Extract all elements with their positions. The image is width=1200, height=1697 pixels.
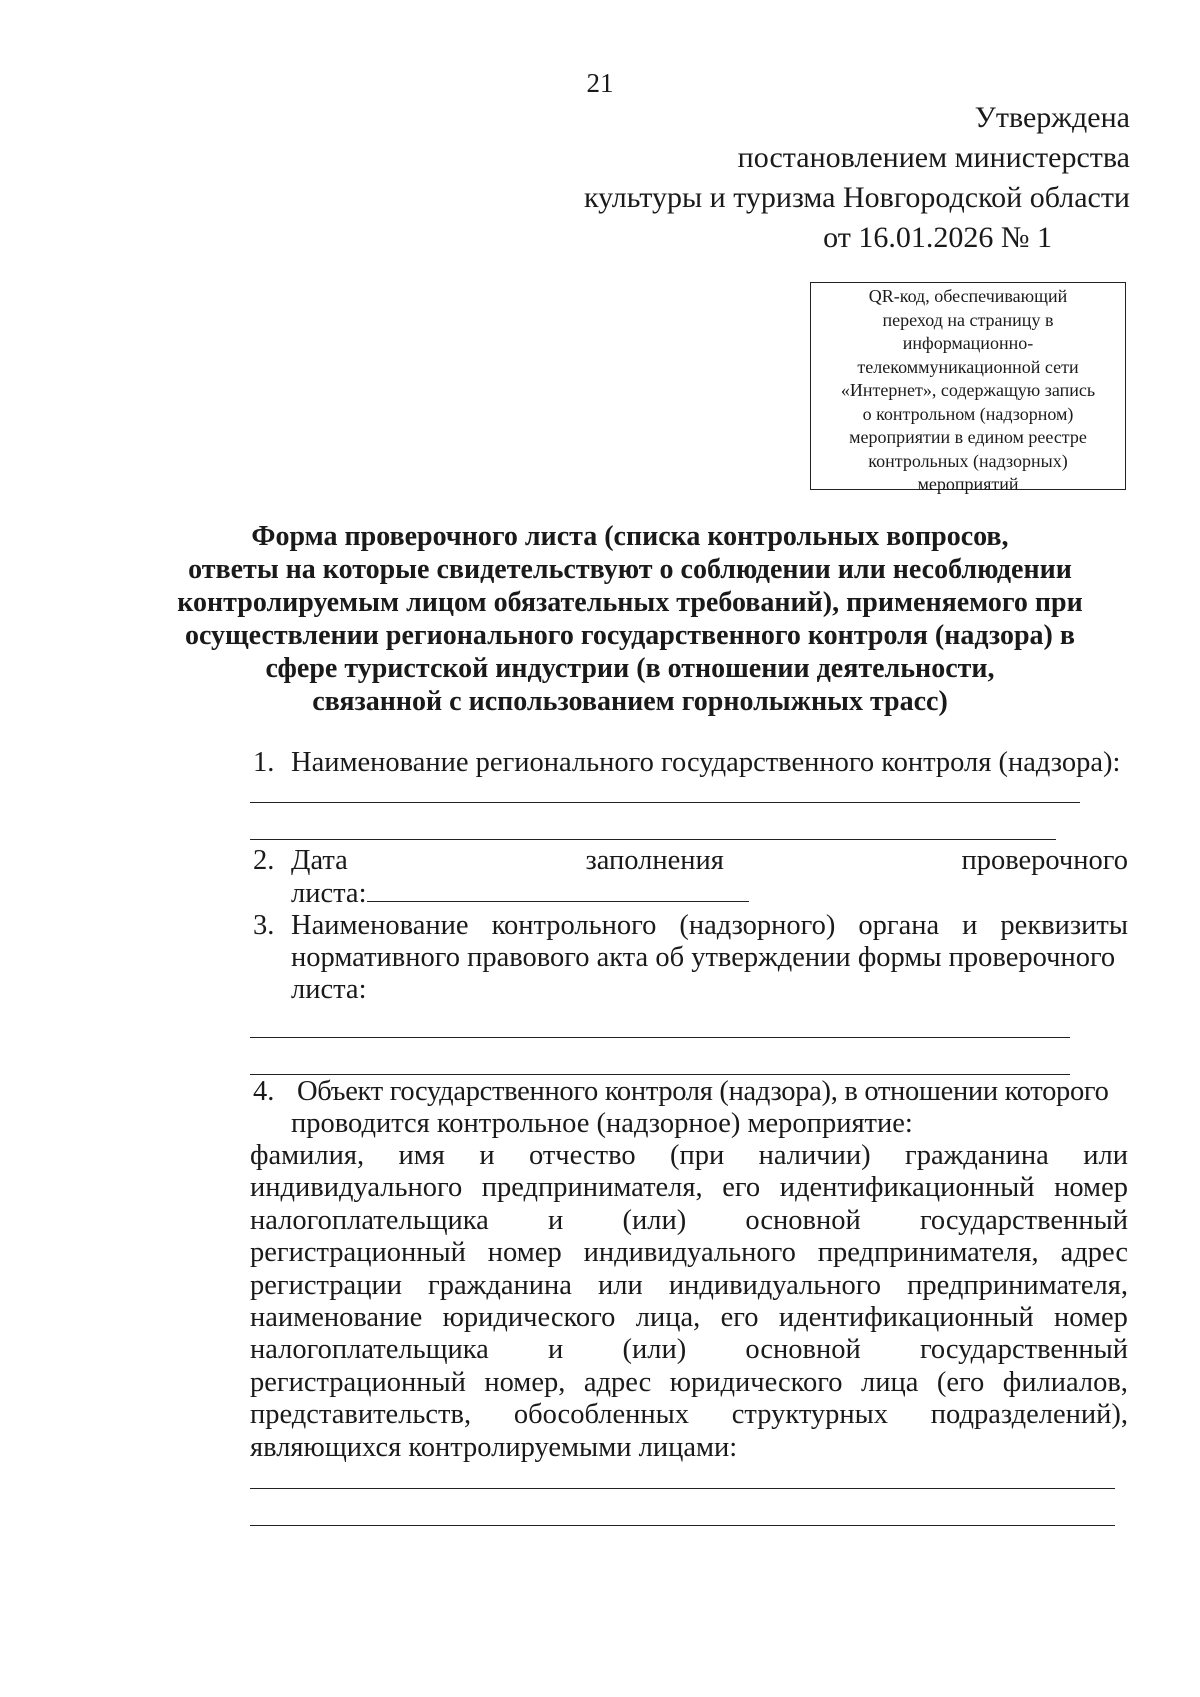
body-word: идентификационный xyxy=(778,1302,1034,1334)
item-3-word: контрольного xyxy=(491,910,657,941)
body-word: идентификационный xyxy=(779,1172,1035,1204)
body-word: подразделений), xyxy=(930,1399,1128,1431)
item-1-text: Наименование регионального государственного контроля (надзора): xyxy=(291,747,1121,778)
body-word: основной xyxy=(745,1204,861,1236)
body-word: представительств, xyxy=(250,1399,472,1431)
item-1 xyxy=(253,747,1133,779)
qr-box-line: информационно- xyxy=(902,333,1034,353)
approval-line-2: постановлением министерства xyxy=(737,141,1130,174)
body-word: регистрации xyxy=(250,1269,402,1301)
qr-box-line: переход на страницу в xyxy=(882,309,1054,330)
body-word: отчество xyxy=(528,1140,636,1171)
form-title xyxy=(150,520,1110,718)
item-2-word: Дата xyxy=(291,845,348,876)
item-4-number: 4. xyxy=(253,1076,275,1107)
body-line xyxy=(250,1172,1128,1204)
form-title-line: ответы на которые свидетельствуют о соблюдении или несоблюдении xyxy=(188,554,1072,585)
body-word: обособленных xyxy=(513,1399,690,1431)
body-word: предпринимателя, xyxy=(907,1269,1128,1301)
body-line xyxy=(250,1334,1128,1366)
body-word: адрес xyxy=(1060,1237,1128,1269)
item-2-number: 2. xyxy=(253,845,275,876)
body-word: лица xyxy=(861,1366,919,1398)
item-3 xyxy=(253,910,1128,1006)
body-word: или xyxy=(597,1269,643,1301)
body-word: филиалов, xyxy=(1002,1366,1128,1398)
item-3-line-3: листа: xyxy=(291,974,367,1005)
approval-line-4: от 16.01.2026 № 1 xyxy=(823,221,1052,254)
item-3-word: и xyxy=(962,910,978,941)
body-word: или xyxy=(1083,1140,1128,1171)
body-line xyxy=(250,1367,1128,1399)
body-line xyxy=(250,1140,1128,1172)
body-word: предпринимателя, xyxy=(817,1237,1039,1269)
body-line xyxy=(250,1270,1128,1302)
item-2-word: заполнения xyxy=(585,845,724,876)
body-word: имя xyxy=(398,1140,445,1171)
approval-line-1: Утверждена xyxy=(974,101,1130,134)
body-line xyxy=(250,1399,1128,1431)
item-4 xyxy=(253,1076,1128,1140)
body-line xyxy=(250,1237,1128,1269)
item-4-answer-line-1[interactable] xyxy=(250,1488,1115,1489)
approval-line-3: культуры и туризма Новгородской области xyxy=(583,181,1130,214)
body-word: предпринимателя, xyxy=(481,1172,703,1204)
item-3-line-2: нормативного правового акта об утверждении формы проверочного xyxy=(291,942,1116,973)
form-title-line: сфере туристской индустрии (в отношении деятельности, xyxy=(265,653,995,684)
body-word: индивидуального xyxy=(668,1269,882,1301)
body-word: налогоплательщика xyxy=(250,1204,489,1236)
item-4-body-paragraph xyxy=(250,1140,1128,1464)
body-word: номер xyxy=(487,1237,562,1269)
body-word: индивидуального xyxy=(250,1172,463,1204)
item-4-answer-line-2[interactable] xyxy=(250,1525,1115,1526)
body-word: (его xyxy=(936,1366,985,1398)
item-4-line-1: Объект государственного контроля (надзора), в отношении которого xyxy=(297,1076,1109,1107)
qr-box-line: мероприятий xyxy=(917,474,1019,494)
item-3-word: органа xyxy=(858,910,940,941)
qr-box-line: мероприятии в едином реестре xyxy=(849,427,1087,447)
item-3-word: (надзорного) xyxy=(679,910,836,941)
body-word: гражданина xyxy=(905,1140,1049,1171)
body-word: его xyxy=(722,1172,761,1204)
body-line xyxy=(250,1302,1128,1334)
body-word: и xyxy=(548,1204,564,1236)
body-word: гражданина xyxy=(428,1269,572,1301)
body-word: фамилия, xyxy=(250,1140,365,1171)
body-word: его xyxy=(720,1302,759,1334)
body-word: государственный xyxy=(919,1334,1128,1366)
item-3-number: 3. xyxy=(253,910,275,941)
body-word: (при xyxy=(670,1140,725,1171)
body-word: и xyxy=(548,1334,564,1366)
body-word: и xyxy=(479,1140,495,1171)
body-word: государственный xyxy=(919,1204,1128,1236)
item-4-line-2: проводится контрольное (надзорное) мероприятие: xyxy=(291,1108,913,1139)
qr-box-line: QR-код, обеспечивающий xyxy=(868,286,1068,306)
body-word: номер xyxy=(1054,1172,1128,1204)
item-1-answer-line-2[interactable] xyxy=(250,839,1056,840)
qr-box-line: «Интернет», содержащую запись xyxy=(840,380,1096,400)
body-word: адрес xyxy=(583,1366,652,1398)
body-word: регистрационный xyxy=(250,1366,466,1398)
item-3-word: Наименование xyxy=(291,910,469,941)
body-word: наименование xyxy=(250,1302,423,1334)
qr-box-line: о контрольном (надзорном) xyxy=(862,403,1074,424)
qr-box-line: контрольных (надзорных) xyxy=(868,450,1068,471)
fill-date-blank[interactable] xyxy=(367,877,749,902)
body-word: регистрационный xyxy=(250,1237,466,1269)
body-word: номер, xyxy=(484,1366,566,1398)
page-number: 21 xyxy=(586,68,614,98)
approval-block xyxy=(584,98,1130,258)
body-word: юридического xyxy=(669,1366,843,1398)
body-word: (или) xyxy=(622,1204,687,1236)
body-word: наличии) xyxy=(758,1140,871,1171)
item-2 xyxy=(253,845,1128,910)
body-word: (или) xyxy=(622,1334,687,1366)
body-last-line: являющихся контролируемыми лицами: xyxy=(250,1431,738,1463)
form-title-line: связанной с использованием горнолыжных трасс) xyxy=(312,686,948,717)
item-3-answer-line-2[interactable] xyxy=(250,1074,1070,1075)
qr-code-placeholder-box xyxy=(810,282,1126,494)
item-3-word: реквизиты xyxy=(1000,910,1128,941)
body-word: номер xyxy=(1054,1302,1128,1334)
form-title-line: осуществлении регионального государственного контроля (надзора) в xyxy=(184,620,1075,651)
item-3-answer-line-1[interactable] xyxy=(250,1037,1070,1038)
body-word: основной xyxy=(745,1334,861,1366)
item-1-number: 1. xyxy=(253,747,275,778)
form-title-line: Форма проверочного листа (списка контрольных вопросов, xyxy=(251,521,1009,552)
body-word: индивидуального xyxy=(583,1237,796,1269)
body-word: лица, xyxy=(635,1302,701,1334)
item-2-word: проверочного xyxy=(961,845,1128,876)
form-title-line: контролируемым лицом обязательных требований), применяемого при xyxy=(177,587,1083,618)
body-word: юридического xyxy=(442,1302,616,1334)
body-word: налогоплательщика xyxy=(250,1334,489,1366)
item-2-word: листа: xyxy=(291,878,367,909)
body-line xyxy=(250,1205,1128,1237)
item-1-answer-line-1[interactable] xyxy=(250,802,1080,803)
qr-box-line: телекоммуникационной сети xyxy=(857,356,1079,377)
body-word: структурных xyxy=(731,1399,889,1431)
